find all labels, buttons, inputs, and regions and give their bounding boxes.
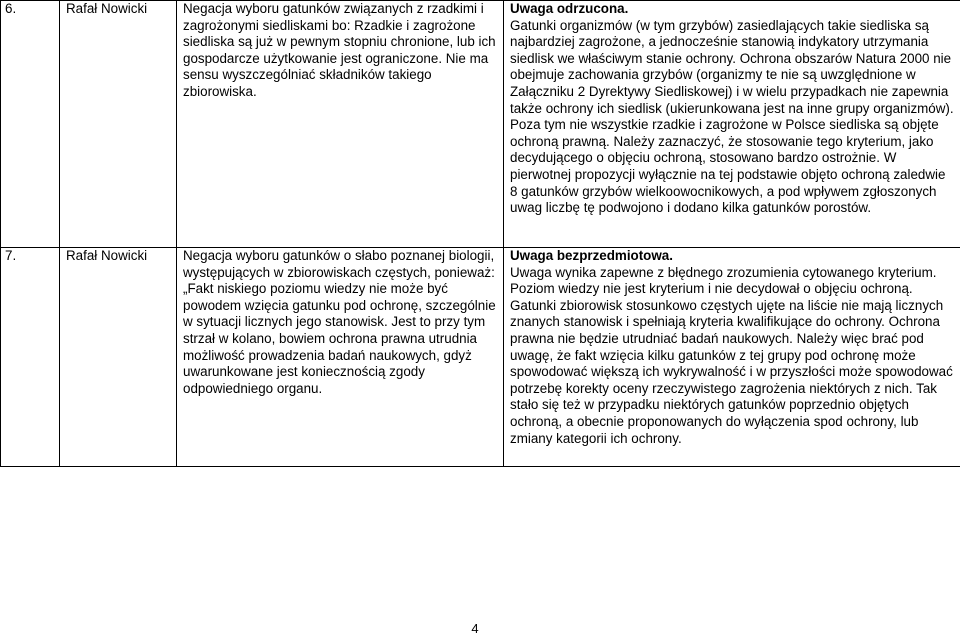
verdict-label: Uwaga odrzucona. [510, 1, 956, 18]
comment-text: Negacja wyboru gatunków o słabo poznanej biologii, występujących w zbiorowiskach częstych, ponieważ: „Fakt niskiego poziomu wiedzy nie może być powodem wzięcia gatunku pod ochronę, szczególnie w sytuacji licznych jego stanowisk. Jest to przy tym strzał w kolano, bowiem ochrona prawna utrudnia możliwość prowadzenia badań naukowych, gdyż uwarunkowane jest koniecznością zgody odpowiedniego organu. [183, 248, 499, 397]
author-cell [60, 1, 177, 248]
row-number-cell [1, 248, 60, 467]
row-number: 7. [5, 248, 55, 265]
row-number: 6. [5, 1, 55, 18]
comment-text: Negacja wyboru gatunków związanych z rzadkimi i zagrożonymi siedliskami bo: Rzadkie i zagrożone siedliska są już w pewnym stopniu chronione, lub ich gospodarcze użytkowanie jest ograniczone. Nie ma sensu wyszczególniać składników takiego zbiorowiska. [183, 1, 499, 101]
comment-cell [177, 1, 504, 248]
verdict-label: Uwaga bezprzedmiotowa. [510, 248, 956, 265]
response-text: Gatunki organizmów (w tym grzybów) zasiedlających takie siedliska są najbardziej zagrożone, a jednocześnie stanowią indykatory utrzymania siedlisk we właściwym stanie ochrony. Ochrona obszarów Natura 2000 nie obejmuje zachowania grzybów (organizmy te nie są uwzględnione w Załączniku 2 Dyrektywy Siedliskowej) i w wielu przypadkach nie zapewnia także ochrony ich siedlisk (ukierunkowana jest na inne grupy organizmów). Poza tym nie wszystkie rzadkie i zagrożone w Polsce siedliska są objęte ochroną prawną. Należy zaznaczyć, że stosowanie tego kryterium, jako decydującego o objęciu ochroną, stosowano bardzo ostrożnie. W pierwotnej propozycji wyłącznie na tej podstawie objęto ochroną zaledwie 8 gatunków grzybów wielkoowocnikowych, a pod wpływem zgłoszonych uwag liczbę tę podwojono i dodano kilka gatunków porostów. [510, 18, 956, 217]
author-name: Rafał Nowicki [66, 1, 172, 18]
response-text: Uwaga wynika zapewne z błędnego zrozumienia cytowanego kryterium. Poziom wiedzy nie jest kryterium i nie decydował o objęciu ochroną. Gatunki zbiorowisk stosunkowo częstych ujęte na liście nie mają licznych znanych stanowisk i spełniają kryteria kwalifikujące do ochrony. Ochrona prawna nie będzie utrudniać badań naukowych. Należy więc brać pod uwagę, że fakt wzięcia kilku gatunków z tej grupy pod ochronę może spowodować większą ich wykrywalność i w przyszłości może spowodować potrzebę korekty oceny rzeczywistego zagrożenia niektórych z nich. Tak stało się też w przypadku niektórych gatunków poprzednio objętych ochroną, a obecnie proponowanych do wyłączenia spod ochrony, lub zmiany kategorii ich ochrony. [510, 265, 956, 448]
table-row [1, 1, 960, 248]
author-cell [60, 248, 177, 467]
response-cell [504, 248, 960, 467]
table-row [1, 248, 960, 467]
row-number-cell [1, 1, 60, 248]
author-name: Rafał Nowicki [66, 248, 172, 265]
response-cell [504, 1, 960, 248]
page-number: 4 [0, 621, 950, 637]
comment-cell [177, 248, 504, 467]
